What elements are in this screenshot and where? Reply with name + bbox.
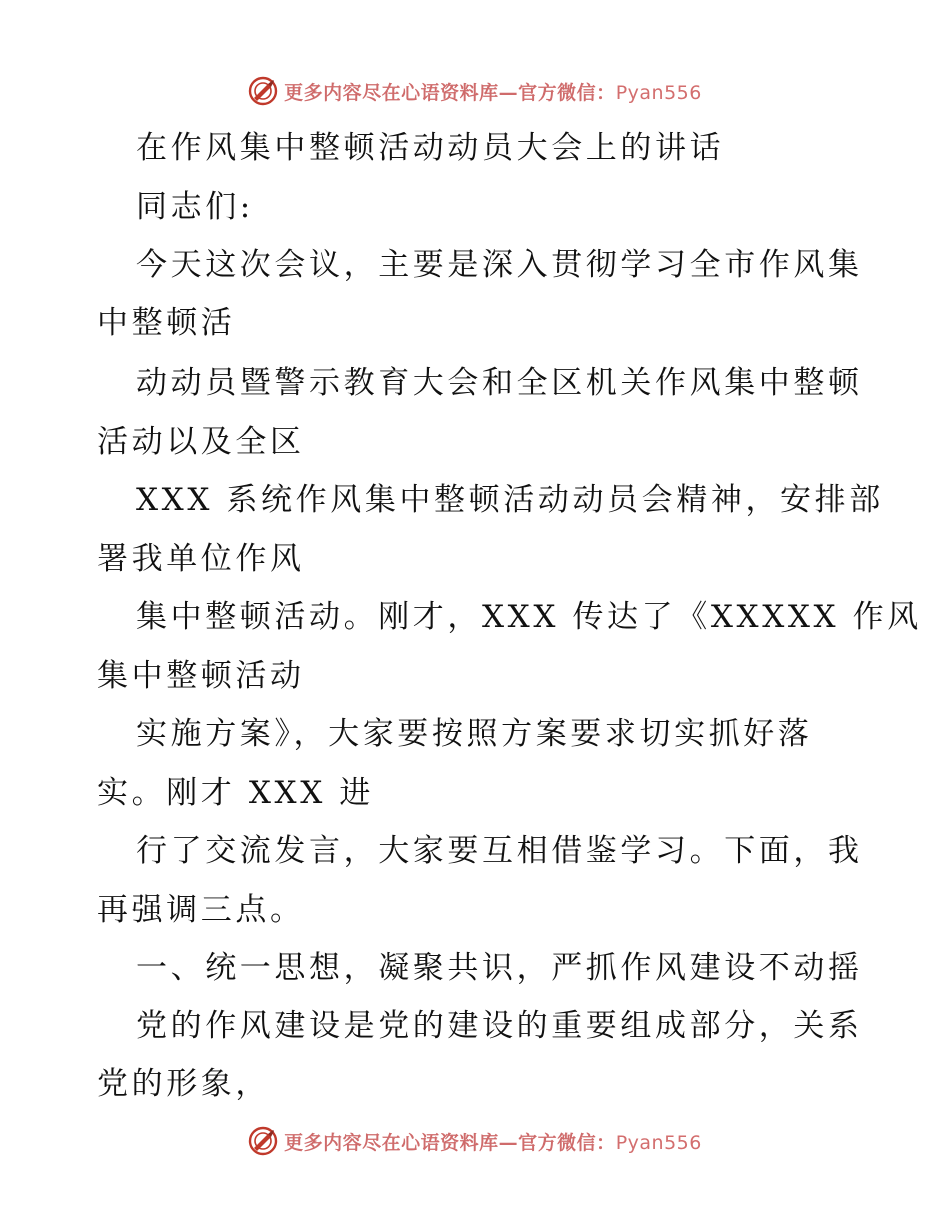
section-heading: 一、统一思想，凝聚共识，严抓作风建设不动摇	[136, 950, 863, 986]
footer-watermark	[0, 1124, 950, 1158]
paragraph-line: 行了交流发言，大家要互相借鉴学习。下面，我	[136, 833, 863, 869]
paragraph-line: 活动以及全区	[97, 424, 305, 460]
paragraph-line: 集中整顿活动。刚才，XXX 传达了《XXXXX 作风	[136, 599, 922, 635]
watermark-text: 更多内容尽在心语资料库—官方微信：Pyan556	[284, 81, 702, 104]
watermark-text: 更多内容尽在心语资料库—官方微信：Pyan556	[284, 1131, 702, 1154]
brand-logo-icon	[248, 1126, 278, 1156]
paragraph-line: 实。刚才 XXX 进	[97, 775, 374, 811]
salutation: 同志们:	[136, 189, 254, 225]
paragraph-line: 动动员暨警示教育大会和全区机关作风集中整顿	[136, 365, 863, 401]
paragraph-line: 党的作风建设是党的建设的重要组成部分，关系	[136, 1008, 863, 1044]
paragraph-line: 集中整顿活动	[97, 658, 305, 694]
paragraph-line: 中整顿活	[97, 305, 236, 341]
paragraph-line: 署我单位作风	[97, 541, 305, 577]
paragraph-line: XXX 系统作风集中整顿活动动员会精神，安排部	[136, 482, 884, 518]
paragraph-line: 今天这次会议，主要是深入贯彻学习全市作风集	[136, 247, 863, 283]
paragraph-line: 再强调三点。	[97, 892, 305, 928]
document-title: 在作风集中整顿活动动员大会上的讲话	[136, 130, 725, 166]
paragraph-line: 党的形象，	[97, 1066, 270, 1102]
paragraph-line: 实施方案》，大家要按照方案要求切实抓好落	[136, 716, 813, 752]
